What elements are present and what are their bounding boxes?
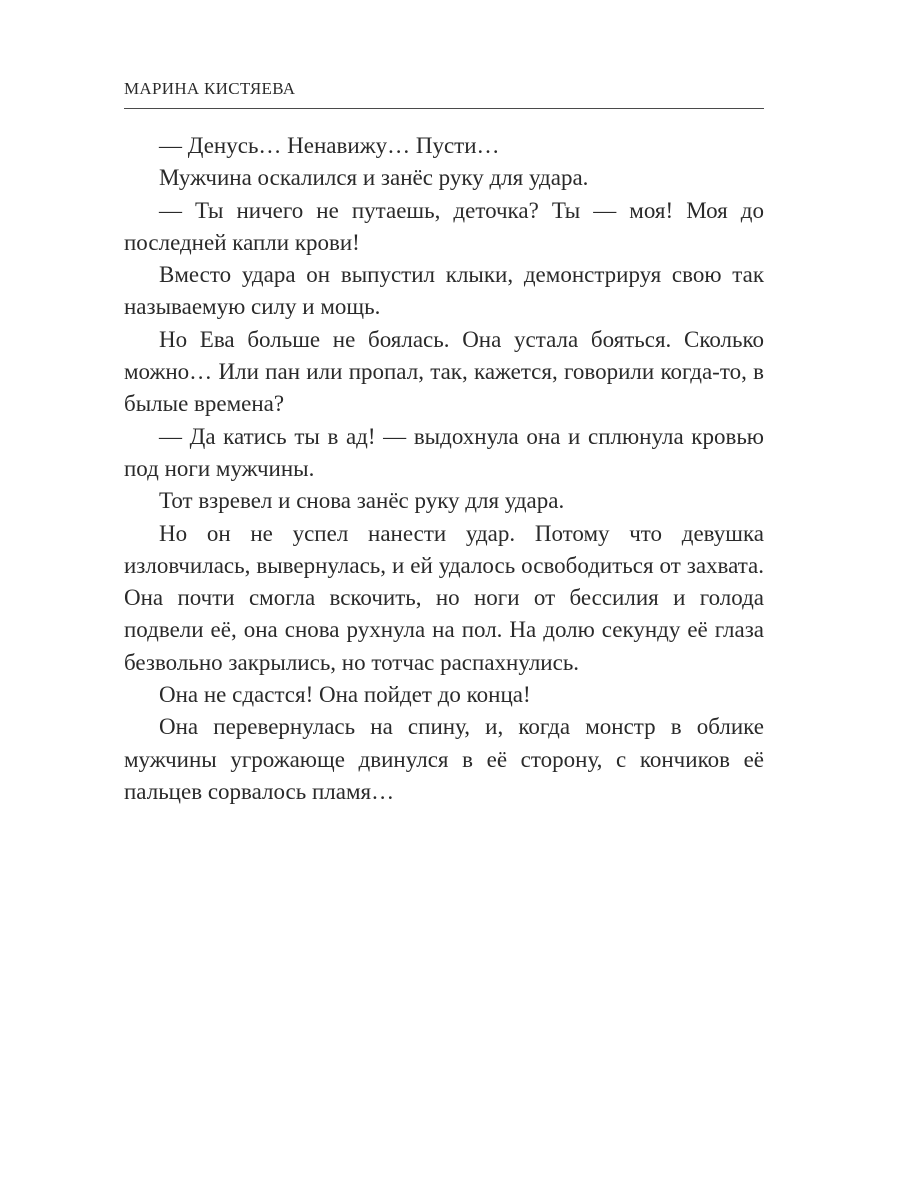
paragraph-dialogue-3: — Ты ничего не путаешь, деточка? Ты — моя! Моя до последней капли крови! <box>124 197 764 255</box>
paragraph-8: Но он не успел нанести удар. Потому что девушка изловчилась, вывернулась, и ей удалось освободиться от захвата. Она почти смогла вскочить, но ноги от бессилия и голода подвели её, она снова рухнула на пол. На долю секунду её глаза безвольно закрылись, но тотчас распахнулись. <box>124 520 764 675</box>
page-body <box>124 130 764 808</box>
header-rule <box>124 108 764 109</box>
paragraph-4: Вместо удара он выпустил клыки, демонстрируя свою так называемую силу и мощь. <box>124 262 764 320</box>
running-head <box>124 78 764 100</box>
paragraph-10: Она перевернулась на спину, и, когда монстр в облике мужчины угрожающе двинулся в её сторону, с кончиков её пальцев сорвалось пламя… <box>124 714 764 804</box>
author-name: МАРИНА КИСТЯЕВА <box>124 79 296 98</box>
paragraph-5: Но Ева больше не боялась. Она устала бояться. Сколько можно… Или пан или пропал, так, кажется, говорили когда-то, в былые времена? <box>124 326 764 417</box>
paragraph-2: Мужчина оскалился и занёс руку для удара. <box>159 165 589 191</box>
paragraph-7: Тот взревел и снова занёс руку для удара. <box>159 488 565 514</box>
paragraph-dialogue-6: — Да катись ты в ад! — выдохнула она и сплюнула кровью под ноги мужчины. <box>124 423 764 481</box>
paragraph-dialogue-1: — Денусь… Ненавижу… Пусти… <box>159 133 500 158</box>
paragraph-9: Она не сдастся! Она пойдет до конца! <box>159 682 531 708</box>
